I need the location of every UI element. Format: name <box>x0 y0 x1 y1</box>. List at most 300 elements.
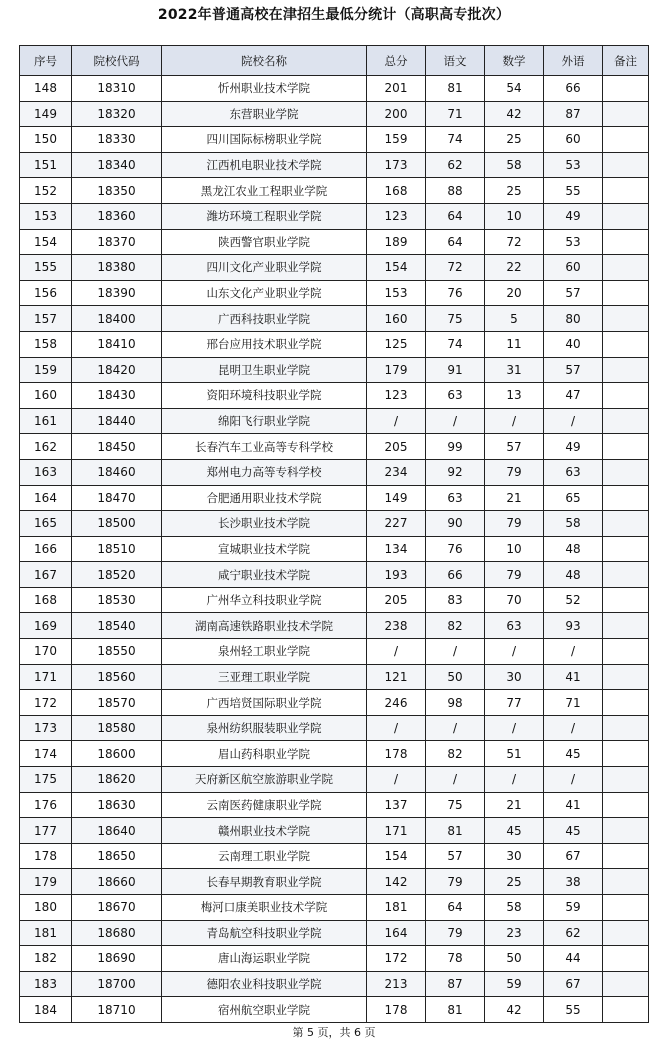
cell-code: 18530 <box>72 587 162 613</box>
table-row <box>20 152 649 178</box>
cell-total: 178 <box>367 997 426 1023</box>
cell-chinese: 81 <box>426 76 485 102</box>
cell-foreign: 41 <box>544 792 603 818</box>
cell-school-name: 山东文化产业职业学院 <box>162 280 367 306</box>
table-row <box>20 536 649 562</box>
cell-school-name: 湖南高速铁路职业技术学院 <box>162 613 367 639</box>
cell-note <box>603 895 649 921</box>
cell-seq: 176 <box>20 792 72 818</box>
cell-code: 18650 <box>72 843 162 869</box>
cell-seq: 165 <box>20 511 72 537</box>
cell-code: 18430 <box>72 383 162 409</box>
header-code: 院校代码 <box>72 46 162 76</box>
cell-seq: 167 <box>20 562 72 588</box>
cell-school-name: 泉州纺织服装职业学院 <box>162 715 367 741</box>
cell-note <box>603 511 649 537</box>
cell-note <box>603 843 649 869</box>
table-row <box>20 715 649 741</box>
cell-foreign: 45 <box>544 818 603 844</box>
cell-seq: 178 <box>20 843 72 869</box>
cell-school-name: 天府新区航空旅游职业学院 <box>162 767 367 793</box>
cell-math: 25 <box>485 178 544 204</box>
cell-math: 25 <box>485 127 544 153</box>
cell-school-name: 四川文化产业职业学院 <box>162 255 367 281</box>
cell-note <box>603 639 649 665</box>
cell-foreign: 71 <box>544 690 603 716</box>
cell-chinese: 81 <box>426 997 485 1023</box>
cell-seq: 169 <box>20 613 72 639</box>
cell-chinese: / <box>426 408 485 434</box>
table-row <box>20 920 649 946</box>
cell-total: 164 <box>367 920 426 946</box>
cell-chinese: 75 <box>426 792 485 818</box>
cell-code: 18510 <box>72 536 162 562</box>
score-table <box>19 45 649 1023</box>
cell-foreign: / <box>544 639 603 665</box>
cell-total: 193 <box>367 562 426 588</box>
table-row <box>20 690 649 716</box>
cell-total: 153 <box>367 280 426 306</box>
cell-school-name: 云南理工职业学院 <box>162 843 367 869</box>
cell-foreign: 38 <box>544 869 603 895</box>
cell-total: 200 <box>367 101 426 127</box>
cell-code: 18400 <box>72 306 162 332</box>
cell-chinese: 74 <box>426 331 485 357</box>
header-chinese: 语文 <box>426 46 485 76</box>
cell-seq: 175 <box>20 767 72 793</box>
cell-total: 154 <box>367 255 426 281</box>
cell-note <box>603 408 649 434</box>
table-row <box>20 792 649 818</box>
cell-school-name: 云南医药健康职业学院 <box>162 792 367 818</box>
cell-school-name: 泉州轻工职业学院 <box>162 639 367 665</box>
cell-code: 18460 <box>72 459 162 485</box>
cell-foreign: 62 <box>544 920 603 946</box>
cell-chinese: 90 <box>426 511 485 537</box>
cell-note <box>603 690 649 716</box>
cell-total: 125 <box>367 331 426 357</box>
cell-seq: 177 <box>20 818 72 844</box>
cell-school-name: 广西培贤国际职业学院 <box>162 690 367 716</box>
cell-chinese: 99 <box>426 434 485 460</box>
cell-school-name: 昆明卫生职业学院 <box>162 357 367 383</box>
cell-code: 18500 <box>72 511 162 537</box>
cell-total: 137 <box>367 792 426 818</box>
cell-note <box>603 383 649 409</box>
cell-school-name: 合肥通用职业技术学院 <box>162 485 367 511</box>
cell-foreign: 67 <box>544 843 603 869</box>
header-name: 院校名称 <box>162 46 367 76</box>
cell-note <box>603 485 649 511</box>
cell-math: 22 <box>485 255 544 281</box>
cell-seq: 155 <box>20 255 72 281</box>
cell-code: 18620 <box>72 767 162 793</box>
cell-chinese: / <box>426 715 485 741</box>
cell-chinese: 79 <box>426 920 485 946</box>
cell-total: 213 <box>367 971 426 997</box>
cell-seq: 156 <box>20 280 72 306</box>
cell-seq: 184 <box>20 997 72 1023</box>
cell-code: 18660 <box>72 869 162 895</box>
cell-foreign: 44 <box>544 946 603 972</box>
table-row <box>20 971 649 997</box>
cell-school-name: 陕西警官职业学院 <box>162 229 367 255</box>
cell-total: 121 <box>367 664 426 690</box>
cell-foreign: 87 <box>544 101 603 127</box>
cell-math: / <box>485 767 544 793</box>
header-foreign: 外语 <box>544 46 603 76</box>
cell-math: 79 <box>485 459 544 485</box>
cell-note <box>603 76 649 102</box>
cell-school-name: 长春早期教育职业学院 <box>162 869 367 895</box>
cell-school-name: 郑州电力高等专科学校 <box>162 459 367 485</box>
cell-math: 70 <box>485 587 544 613</box>
cell-note <box>603 613 649 639</box>
cell-note <box>603 920 649 946</box>
table-row <box>20 127 649 153</box>
cell-chinese: 81 <box>426 818 485 844</box>
cell-foreign: 55 <box>544 178 603 204</box>
cell-code: 18560 <box>72 664 162 690</box>
cell-math: 79 <box>485 562 544 588</box>
table-row <box>20 818 649 844</box>
cell-total: 246 <box>367 690 426 716</box>
cell-school-name: 黑龙江农业工程职业学院 <box>162 178 367 204</box>
cell-total: 238 <box>367 613 426 639</box>
cell-math: 20 <box>485 280 544 306</box>
cell-note <box>603 741 649 767</box>
cell-chinese: 76 <box>426 280 485 306</box>
header-total: 总分 <box>367 46 426 76</box>
cell-total: 181 <box>367 895 426 921</box>
table-row <box>20 664 649 690</box>
cell-note <box>603 203 649 229</box>
cell-math: 5 <box>485 306 544 332</box>
cell-code: 18390 <box>72 280 162 306</box>
cell-school-name: 资阳环境科技职业学院 <box>162 383 367 409</box>
table-row <box>20 869 649 895</box>
cell-foreign: 48 <box>544 536 603 562</box>
score-table-container <box>19 45 648 1023</box>
cell-school-name: 青岛航空科技职业学院 <box>162 920 367 946</box>
cell-code: 18710 <box>72 997 162 1023</box>
cell-note <box>603 946 649 972</box>
cell-chinese: 64 <box>426 229 485 255</box>
cell-foreign: 55 <box>544 997 603 1023</box>
cell-chinese: 74 <box>426 127 485 153</box>
table-row <box>20 459 649 485</box>
table-body <box>20 76 649 1023</box>
cell-foreign: 63 <box>544 459 603 485</box>
cell-note <box>603 664 649 690</box>
cell-code: 18670 <box>72 895 162 921</box>
table-row <box>20 587 649 613</box>
cell-total: 201 <box>367 76 426 102</box>
cell-school-name: 梅河口康美职业技术学院 <box>162 895 367 921</box>
cell-chinese: 64 <box>426 203 485 229</box>
cell-foreign: 40 <box>544 331 603 357</box>
cell-total: 205 <box>367 587 426 613</box>
cell-seq: 174 <box>20 741 72 767</box>
cell-chinese: / <box>426 639 485 665</box>
cell-chinese: 57 <box>426 843 485 869</box>
cell-foreign: 52 <box>544 587 603 613</box>
cell-seq: 183 <box>20 971 72 997</box>
cell-school-name: 长沙职业技术学院 <box>162 511 367 537</box>
cell-math: 11 <box>485 331 544 357</box>
cell-seq: 150 <box>20 127 72 153</box>
cell-chinese: 75 <box>426 306 485 332</box>
cell-math: 10 <box>485 536 544 562</box>
cell-note <box>603 818 649 844</box>
cell-note <box>603 280 649 306</box>
cell-note <box>603 997 649 1023</box>
cell-code: 18420 <box>72 357 162 383</box>
cell-seq: 159 <box>20 357 72 383</box>
cell-note <box>603 459 649 485</box>
cell-math: 58 <box>485 895 544 921</box>
cell-school-name: 宿州航空职业学院 <box>162 997 367 1023</box>
cell-chinese: 76 <box>426 536 485 562</box>
table-row <box>20 997 649 1023</box>
cell-math: 79 <box>485 511 544 537</box>
cell-code: 18690 <box>72 946 162 972</box>
table-row <box>20 843 649 869</box>
cell-code: 18310 <box>72 76 162 102</box>
cell-code: 18540 <box>72 613 162 639</box>
page-title: 2022年普通高校在津招生最低分统计（高职高专批次） <box>157 7 511 23</box>
cell-math: 21 <box>485 485 544 511</box>
cell-school-name: 赣州职业技术学院 <box>162 818 367 844</box>
cell-school-name: 忻州职业技术学院 <box>162 76 367 102</box>
cell-seq: 168 <box>20 587 72 613</box>
cell-math: 50 <box>485 946 544 972</box>
cell-math: 57 <box>485 434 544 460</box>
cell-school-name: 潍坊环境工程职业学院 <box>162 203 367 229</box>
page-number: 第 5 页，共 6 页 <box>292 1026 376 1039</box>
cell-chinese: 88 <box>426 178 485 204</box>
cell-code: 18340 <box>72 152 162 178</box>
cell-note <box>603 229 649 255</box>
cell-chinese: 64 <box>426 895 485 921</box>
cell-code: 18680 <box>72 920 162 946</box>
cell-seq: 170 <box>20 639 72 665</box>
cell-foreign: 47 <box>544 383 603 409</box>
cell-note <box>603 587 649 613</box>
cell-note <box>603 536 649 562</box>
cell-code: 18320 <box>72 101 162 127</box>
cell-math: / <box>485 408 544 434</box>
cell-foreign: 57 <box>544 280 603 306</box>
cell-chinese: 78 <box>426 946 485 972</box>
cell-foreign: / <box>544 408 603 434</box>
cell-total: / <box>367 767 426 793</box>
cell-code: 18440 <box>72 408 162 434</box>
table-row <box>20 331 649 357</box>
table-row <box>20 562 649 588</box>
cell-school-name: 德阳农业科技职业学院 <box>162 971 367 997</box>
cell-math: 31 <box>485 357 544 383</box>
cell-foreign: 60 <box>544 255 603 281</box>
cell-seq: 179 <box>20 869 72 895</box>
table-row <box>20 76 649 102</box>
cell-school-name: 绵阳飞行职业学院 <box>162 408 367 434</box>
cell-seq: 154 <box>20 229 72 255</box>
cell-seq: 160 <box>20 383 72 409</box>
table-row <box>20 613 649 639</box>
table-row <box>20 639 649 665</box>
cell-total: 234 <box>367 459 426 485</box>
cell-school-name: 东营职业学院 <box>162 101 367 127</box>
cell-total: 172 <box>367 946 426 972</box>
cell-note <box>603 331 649 357</box>
cell-total: / <box>367 639 426 665</box>
cell-note <box>603 152 649 178</box>
cell-chinese: 66 <box>426 562 485 588</box>
cell-code: 18470 <box>72 485 162 511</box>
cell-math: 23 <box>485 920 544 946</box>
cell-math: 30 <box>485 664 544 690</box>
cell-total: 168 <box>367 178 426 204</box>
cell-school-name: 眉山药科职业学院 <box>162 741 367 767</box>
cell-total: 205 <box>367 434 426 460</box>
cell-code: 18370 <box>72 229 162 255</box>
cell-seq: 152 <box>20 178 72 204</box>
cell-math: 77 <box>485 690 544 716</box>
table-row <box>20 280 649 306</box>
cell-note <box>603 562 649 588</box>
cell-seq: 148 <box>20 76 72 102</box>
cell-math: 30 <box>485 843 544 869</box>
cell-foreign: 93 <box>544 613 603 639</box>
cell-seq: 163 <box>20 459 72 485</box>
cell-chinese: 79 <box>426 869 485 895</box>
cell-seq: 151 <box>20 152 72 178</box>
cell-note <box>603 792 649 818</box>
cell-seq: 153 <box>20 203 72 229</box>
cell-foreign: 53 <box>544 229 603 255</box>
cell-note <box>603 357 649 383</box>
table-row <box>20 434 649 460</box>
cell-seq: 166 <box>20 536 72 562</box>
cell-seq: 180 <box>20 895 72 921</box>
cell-math: 45 <box>485 818 544 844</box>
cell-code: 18550 <box>72 639 162 665</box>
cell-note <box>603 434 649 460</box>
cell-seq: 161 <box>20 408 72 434</box>
cell-note <box>603 127 649 153</box>
cell-code: 18520 <box>72 562 162 588</box>
table-row <box>20 203 649 229</box>
cell-school-name: 咸宁职业技术学院 <box>162 562 367 588</box>
cell-math: 59 <box>485 971 544 997</box>
cell-total: 142 <box>367 869 426 895</box>
cell-code: 18360 <box>72 203 162 229</box>
cell-chinese: 92 <box>426 459 485 485</box>
cell-math: 51 <box>485 741 544 767</box>
table-row <box>20 485 649 511</box>
cell-school-name: 广西科技职业学院 <box>162 306 367 332</box>
cell-math: 13 <box>485 383 544 409</box>
cell-note <box>603 306 649 332</box>
cell-chinese: 83 <box>426 587 485 613</box>
cell-foreign: 80 <box>544 306 603 332</box>
cell-chinese: 98 <box>426 690 485 716</box>
cell-total: 154 <box>367 843 426 869</box>
table-row <box>20 357 649 383</box>
cell-chinese: 50 <box>426 664 485 690</box>
cell-note <box>603 715 649 741</box>
cell-code: 18700 <box>72 971 162 997</box>
cell-seq: 162 <box>20 434 72 460</box>
cell-seq: 181 <box>20 920 72 946</box>
cell-code: 18580 <box>72 715 162 741</box>
cell-foreign: 57 <box>544 357 603 383</box>
cell-chinese: / <box>426 767 485 793</box>
cell-chinese: 63 <box>426 383 485 409</box>
cell-note <box>603 101 649 127</box>
cell-math: 72 <box>485 229 544 255</box>
cell-math: 63 <box>485 613 544 639</box>
cell-code: 18570 <box>72 690 162 716</box>
cell-school-name: 四川国际标榜职业学院 <box>162 127 367 153</box>
cell-total: 179 <box>367 357 426 383</box>
cell-total: / <box>367 408 426 434</box>
cell-school-name: 宣城职业技术学院 <box>162 536 367 562</box>
cell-math: / <box>485 639 544 665</box>
cell-school-name: 长春汽车工业高等专科学校 <box>162 434 367 460</box>
table-row <box>20 895 649 921</box>
table-row <box>20 767 649 793</box>
cell-note <box>603 255 649 281</box>
cell-foreign: 67 <box>544 971 603 997</box>
cell-seq: 158 <box>20 331 72 357</box>
cell-total: 159 <box>367 127 426 153</box>
table-row <box>20 408 649 434</box>
cell-seq: 182 <box>20 946 72 972</box>
table-row <box>20 229 649 255</box>
cell-foreign: 60 <box>544 127 603 153</box>
table-row <box>20 255 649 281</box>
table-header-row <box>20 46 649 76</box>
table-row <box>20 101 649 127</box>
cell-foreign: 65 <box>544 485 603 511</box>
cell-school-name: 三亚理工职业学院 <box>162 664 367 690</box>
cell-school-name: 江西机电职业技术学院 <box>162 152 367 178</box>
cell-total: 171 <box>367 818 426 844</box>
cell-math: 42 <box>485 101 544 127</box>
cell-code: 18350 <box>72 178 162 204</box>
cell-seq: 172 <box>20 690 72 716</box>
header-math: 数学 <box>485 46 544 76</box>
cell-total: 123 <box>367 203 426 229</box>
header-seq: 序号 <box>20 46 72 76</box>
cell-foreign: 53 <box>544 152 603 178</box>
cell-chinese: 82 <box>426 741 485 767</box>
cell-math: 25 <box>485 869 544 895</box>
cell-foreign: 48 <box>544 562 603 588</box>
cell-seq: 157 <box>20 306 72 332</box>
cell-chinese: 63 <box>426 485 485 511</box>
cell-code: 18330 <box>72 127 162 153</box>
cell-code: 18380 <box>72 255 162 281</box>
cell-seq: 171 <box>20 664 72 690</box>
cell-chinese: 87 <box>426 971 485 997</box>
cell-foreign: / <box>544 767 603 793</box>
table-row <box>20 946 649 972</box>
cell-foreign: 45 <box>544 741 603 767</box>
header-note: 备注 <box>603 46 649 76</box>
